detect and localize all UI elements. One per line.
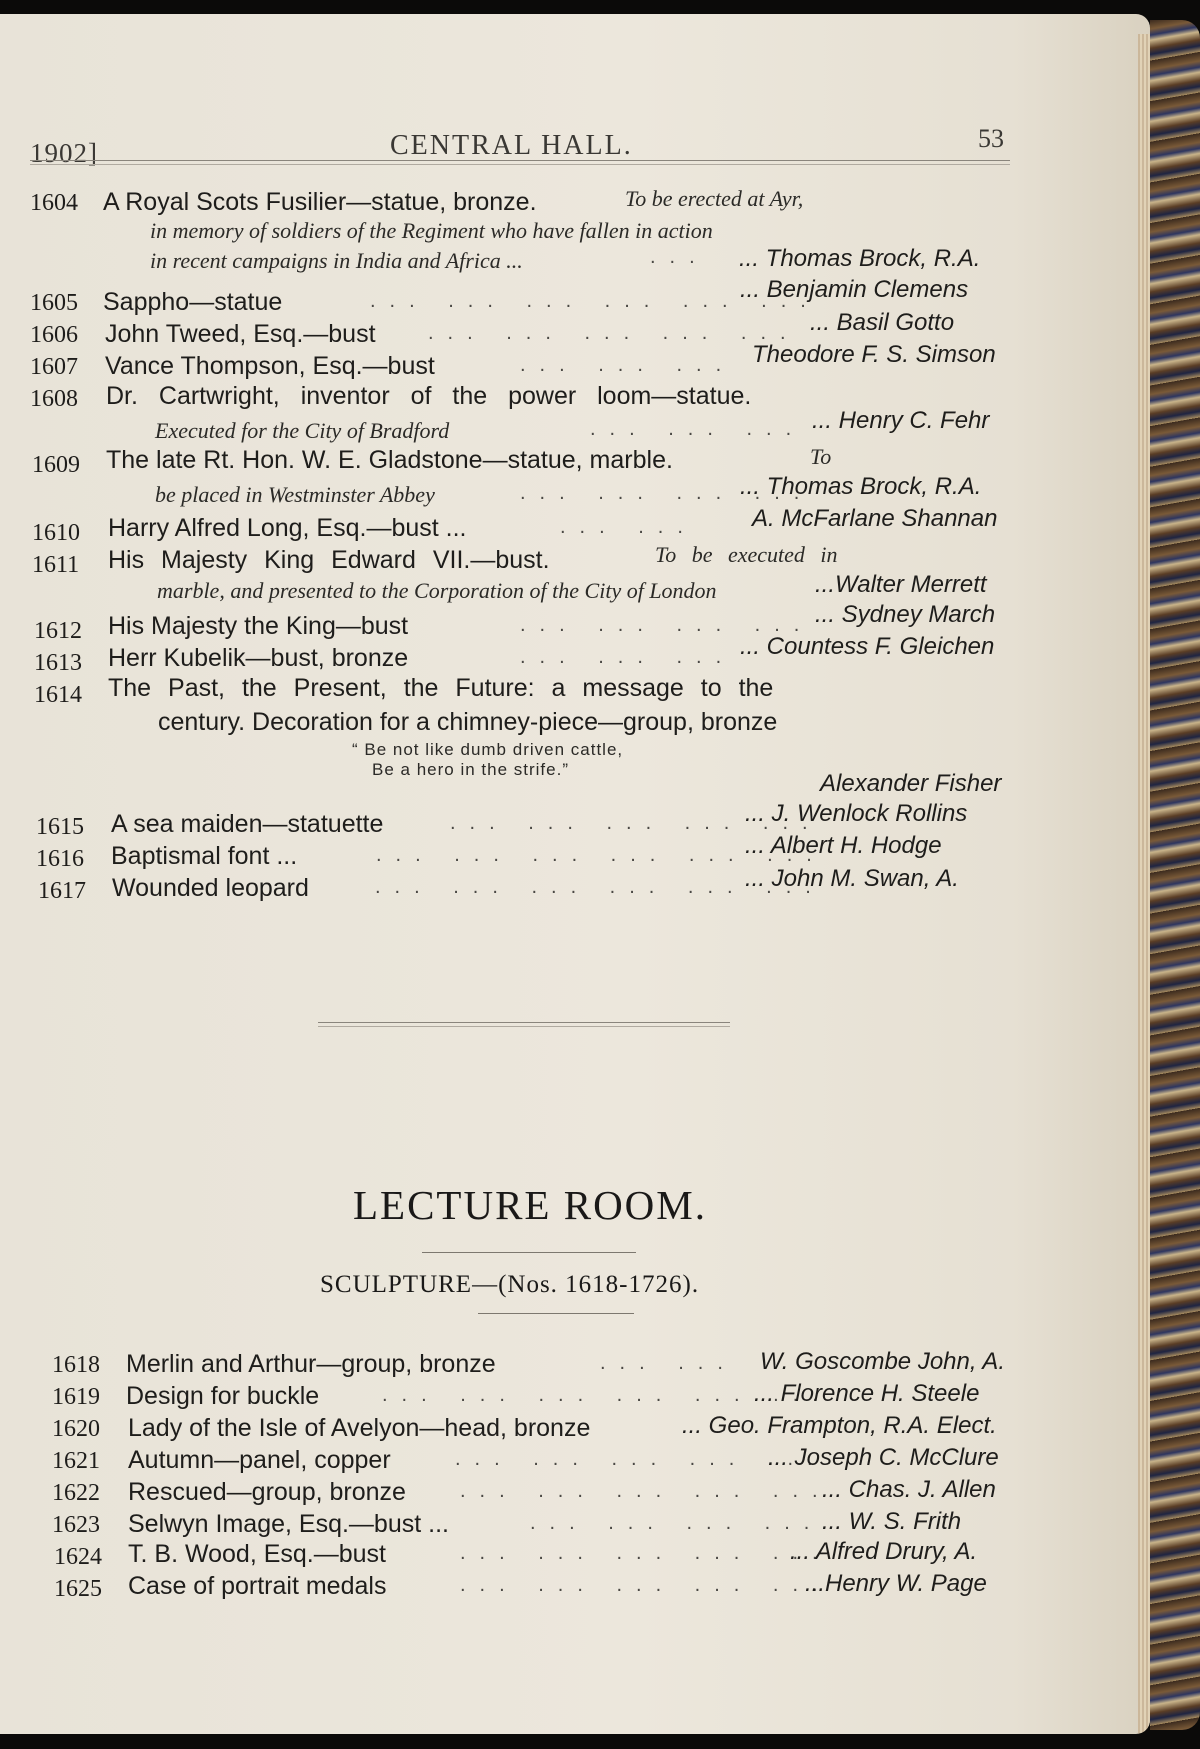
leader-dots: ... ... ... ... (520, 614, 814, 636)
page-fore-edge (1138, 34, 1150, 1734)
entry-title-continued: century. Decoration for a chimney-piece—group, bronze (158, 708, 778, 736)
entry-description: Executed for the City of Bradford (155, 418, 450, 443)
entry-quote: Be a hero in the strife.” (372, 760, 569, 779)
entry-title: His Majesty King Edward VII.—bust. (108, 546, 550, 574)
entry-title: T. B. Wood, Esq.—bust (128, 1540, 386, 1568)
entry-number: 1621 (52, 1448, 100, 1474)
entry-artist: ...Henry W. Page (805, 1570, 987, 1597)
entry-artist: ... J. Wenlock Rollins (745, 800, 968, 827)
entry-title: Selwyn Image, Esq.—bust ... (128, 1510, 449, 1538)
entry-title: Rescued—group, bronze (128, 1478, 406, 1506)
entry-title: Autumn—panel, copper (128, 1446, 391, 1474)
entry-number: 1617 (38, 878, 86, 904)
leader-dots: ... (650, 246, 709, 268)
marbled-edge (1150, 20, 1200, 1730)
entry-title: Dr. Cartwright, inventor of the power loom—statue. (106, 382, 752, 410)
leader-dots: ... ... ... (520, 354, 736, 376)
entry-title: Merlin and Arthur—group, bronze (126, 1350, 496, 1378)
entry-artist: ... Thomas Brock, R.A. (740, 473, 982, 500)
entry-title: Wounded leopard (112, 874, 309, 902)
entry-number: 1610 (32, 520, 80, 546)
entry-number: 1622 (52, 1480, 100, 1506)
entry-title: Lady of the Isle of Avelyon—head, bronze (128, 1414, 591, 1442)
leader-dots: ... ... ... (590, 418, 806, 440)
entry-artist: ...Walter Merrett (815, 571, 987, 598)
entry-number: 1614 (34, 682, 82, 708)
entry-title: His Majesty the King—bust (108, 612, 409, 640)
entry-number: 1613 (34, 650, 82, 676)
entry-artist: W. Goscombe John, A. (760, 1348, 1005, 1375)
entry-artist: Alexander Fisher (820, 770, 1002, 797)
entry-description: in memory of soldiers of the Regiment who have fallen in action (150, 218, 713, 243)
leader-dots: ... ... ... (520, 646, 736, 668)
entry-description: be placed in Westminster Abbey (155, 482, 435, 507)
entry-title: Baptismal font ... (111, 842, 298, 870)
section-divider (318, 1022, 730, 1023)
entry-title: Case of portrait medals (128, 1572, 387, 1600)
entry-description: marble, and presented to the Corporation of the City of London (157, 578, 717, 603)
entry-artist: ... John M. Swan, A. (745, 865, 959, 892)
entry-title: A Royal Scots Fusilier—statue, bronze. (103, 188, 537, 216)
entry-quote: “ Be not like dumb driven cattle, (352, 740, 624, 759)
entry-description: To be executed in (655, 542, 838, 567)
leader-dots: ... ... ... ... ... (455, 1448, 827, 1470)
entry-artist: ... Benjamin Clemens (740, 276, 969, 303)
entry-title: Herr Kubelik—bust, bronze (108, 644, 409, 672)
entry-title: The late Rt. Hon. W. E. Gladstone—statue, marble. (106, 446, 673, 474)
entry-artist: ... Sydney March (815, 601, 996, 628)
entry-artist: ... Albert H. Hodge (745, 832, 942, 859)
page-number: 53 (978, 124, 1004, 153)
entry-artist: ... Alfred Drury, A. (790, 1538, 978, 1565)
subtitle-rule (478, 1313, 634, 1314)
entry-number: 1605 (30, 290, 78, 316)
entry-artist: ... Chas. J. Allen (822, 1476, 996, 1503)
entry-number: 1612 (34, 618, 82, 644)
entry-title: John Tweed, Esq.—bust (105, 320, 376, 348)
entry-number: 1625 (54, 1576, 102, 1602)
entry-artist: ... Basil Gotto (810, 309, 955, 336)
entry-number: 1606 (30, 322, 78, 348)
entry-description: To (810, 444, 832, 469)
entry-title: The Past, the Present, the Future: a message to the (108, 674, 774, 702)
entry-number: 1620 (52, 1416, 100, 1442)
entry-number: 1615 (36, 814, 84, 840)
running-head-year: 1902] (30, 138, 98, 168)
leader-dots: ... ... (600, 1352, 737, 1374)
entry-title: A sea maiden—statuette (111, 810, 384, 838)
entry-description: in recent campaigns in India and Africa ... (150, 248, 523, 273)
entry-number: 1607 (30, 354, 78, 380)
entry-title: Sappho—statue (103, 288, 283, 316)
entry-description: To be erected at Ayr, (625, 186, 804, 211)
entry-artist: ... W. S. Frith (822, 1508, 962, 1535)
header-rule (30, 160, 1010, 161)
entry-number: 1609 (32, 452, 80, 478)
entry-artist: Theodore F. S. Simson (752, 341, 996, 368)
entry-title: Harry Alfred Long, Esq.—bust ... (108, 514, 467, 542)
title-rule (422, 1252, 636, 1253)
entry-number: 1616 (36, 846, 84, 872)
leader-dots: ... ... ... ... ... ... (382, 1384, 832, 1406)
entry-title: Vance Thompson, Esq.—bust (105, 352, 435, 380)
leader-dots: ... ... ... ... ... ... (375, 876, 825, 898)
leader-dots: ... ... ... ... ... (460, 1542, 832, 1564)
entry-artist: ... Thomas Brock, R.A. (739, 245, 981, 272)
book-page (0, 14, 1150, 1734)
leader-dots: ... ... (560, 516, 697, 538)
entry-artist: A. McFarlane Shannan (752, 505, 998, 532)
leader-dots: ... ... ... ... ... (460, 1574, 832, 1596)
entry-number: 1618 (52, 1352, 100, 1378)
entry-artist: ... Geo. Frampton, R.A. Elect. (682, 1412, 997, 1439)
entry-artist: ... Countess F. Gleichen (740, 633, 995, 660)
leader-dots: ... ... ... ... ... (428, 322, 800, 344)
running-head-title: CENTRAL HALL. (390, 130, 633, 161)
section-subtitle: SCULPTURE—(Nos. 1618-1726). (320, 1271, 700, 1298)
leader-dots: ... ... ... ... (530, 1512, 824, 1534)
leader-dots: ... ... ... ... ... ... (376, 844, 826, 866)
entry-artist: ... Florence H. Steele (754, 1380, 980, 1407)
entry-title: Design for buckle (126, 1382, 320, 1410)
entry-number: 1624 (54, 1544, 102, 1570)
leader-dots: ... ... ... ... ... ... (370, 290, 820, 312)
leader-dots: ... ... ... ... ... (460, 1480, 832, 1502)
entry-number: 1604 (30, 190, 78, 216)
entry-number: 1623 (52, 1512, 100, 1538)
entry-number: 1611 (32, 552, 80, 578)
section-title: LECTURE ROOM. (353, 1182, 707, 1228)
leader-dots: ... ... ... ... ... (450, 812, 822, 834)
entry-artist: ... Henry C. Fehr (812, 407, 990, 434)
entry-number: 1619 (52, 1384, 100, 1410)
leader-dots: ... ... ... ... (520, 482, 814, 504)
entry-number: 1608 (30, 386, 78, 412)
entry-artist: ... Joseph C. McClure (768, 1444, 999, 1471)
